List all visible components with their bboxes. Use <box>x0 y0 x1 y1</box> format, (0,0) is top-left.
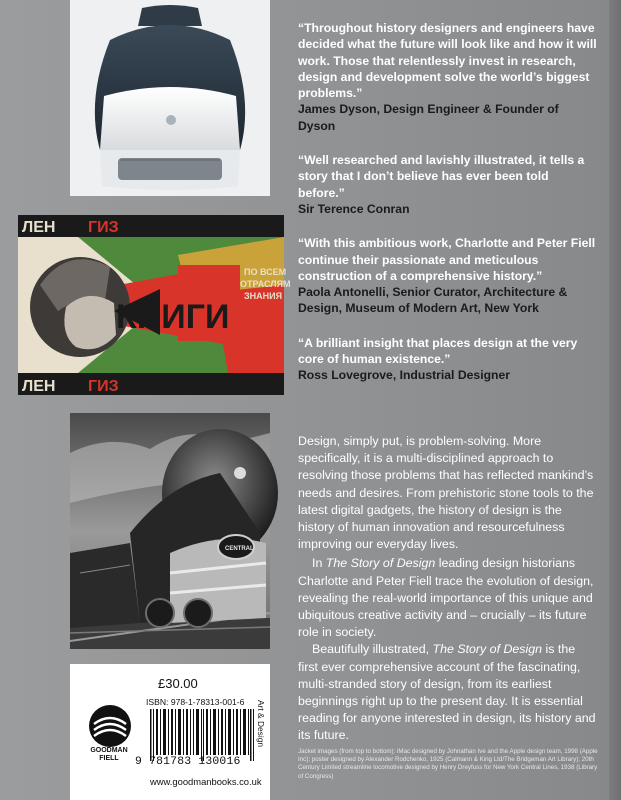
quote-conran <box>298 152 598 217</box>
barcode-icon <box>150 709 254 761</box>
quote-text: “Well researched and lavishly illustrated, it tells a story that I don’t believe has ever been told before.” <box>298 153 585 200</box>
paragraph-text: leading design historians Charlotte and Peter Fiell trace the evolution of design, revealing the real-world importance of this unique and ubiquitous creative activity and – crucially – its future role in society. <box>298 556 594 640</box>
price-label: £30.00 <box>158 676 198 691</box>
poster-bottom-left-text: ЛЕН <box>22 378 56 395</box>
description-paragraph-2 <box>298 555 598 641</box>
barcode-panel <box>70 664 270 800</box>
isbn-label: ISBN: 978-1-78313-001-6 <box>146 697 245 707</box>
paragraph-text: is the first ever comprehensive account of the fascinating, multi-stranded story of design, from its earliest beginnings right up to the present day. It is essential reading for anyone interested in design, its history and its future. <box>298 642 596 743</box>
poster-side-text-1: ПО ВСЕМ <box>244 267 287 277</box>
paragraph-text: Beautifully illustrated, <box>312 642 433 657</box>
category-label: Art & Design <box>256 700 266 748</box>
quote-attribution: Paola Antonelli, Senior Curator, Architecture & Design, Museum of Modern Art, New York <box>298 285 568 316</box>
book-title-italic: The Story of Design <box>432 642 543 657</box>
locomotive-badge-text: CENTRAL <box>225 546 254 552</box>
quote-attribution: Sir Terence Conran <box>298 201 410 216</box>
quote-attribution: Ross Lovegrove, Industrial Designer <box>298 368 510 383</box>
poster-bottom-right-text: ГИЗ <box>88 378 119 395</box>
paragraph-text: In <box>312 556 326 571</box>
quote-text: “With this ambitious work, Charlotte and Peter Fiell continue their passionate and meticulous construction of a comprehensive history.” <box>298 236 596 283</box>
poster-big-word: КНИГИ <box>116 298 230 336</box>
book-title-italic: The Story of Design <box>325 556 436 571</box>
poster-top-right-text: ГИЗ <box>88 219 119 236</box>
barcode-number: 9 781783 130016 <box>135 756 241 768</box>
quote-antonelli <box>298 235 598 316</box>
publisher-name-line-1: GOODMAN <box>90 747 128 754</box>
publisher-logo-text <box>83 747 135 763</box>
publisher-url[interactable]: www.goodmanbooks.co.uk <box>150 776 262 787</box>
quote-dyson <box>298 20 598 134</box>
poster-side-text-2: ОТРАСЛЯМ <box>240 279 291 289</box>
endorsement-quotes <box>298 20 598 402</box>
quote-lovegrove <box>298 335 598 384</box>
goodman-fiell-logo-icon <box>88 704 132 748</box>
image-credits: Jacket images (from top to bottom): iMac designed by Johnathan Ive and the Apple design team, 1998 (Apple Inc); poster designed by Alexander Rodchenko, 1925 (Calmann & King Ltd/The Bridgeman Art Library); 20th Century Limited streamline locomotive designed by Henry Dreyfuss for New York Central Lines, 1938 (Library of Congress) <box>298 748 598 780</box>
imac-image <box>70 0 270 196</box>
book-spine <box>609 0 621 800</box>
quote-attribution: James Dyson, Design Engineer & Founder of Dyson <box>298 102 559 133</box>
quote-text: “Throughout history designers and engineers have decided what the future will look like and how it will work. Those that relentlessly invest in research, design and development solve the world’s biggest problems.” <box>298 21 597 101</box>
locomotive-image <box>70 413 270 649</box>
book-description <box>298 433 598 745</box>
publisher-name-line-2: FIELL <box>99 755 119 762</box>
rodchenko-poster-image <box>18 215 291 395</box>
poster-top-left-text: ЛЕН <box>22 219 56 236</box>
quote-text: “A brilliant insight that places design at the very core of human existence.” <box>298 335 578 367</box>
description-paragraph-1: Design, simply put, is problem-solving. More specifically, it is a multi-disciplined approach to resolving those problems that has reflected mankind’s needs and desires. From prehistoric stone tools to the latest digital gadgets, the history of design is the history of human innovation and resourcefulness improving our everyday lives. <box>298 434 594 552</box>
poster-side-text-3: ЗНАНИЯ <box>244 291 283 301</box>
description-paragraph-3 <box>298 641 598 744</box>
